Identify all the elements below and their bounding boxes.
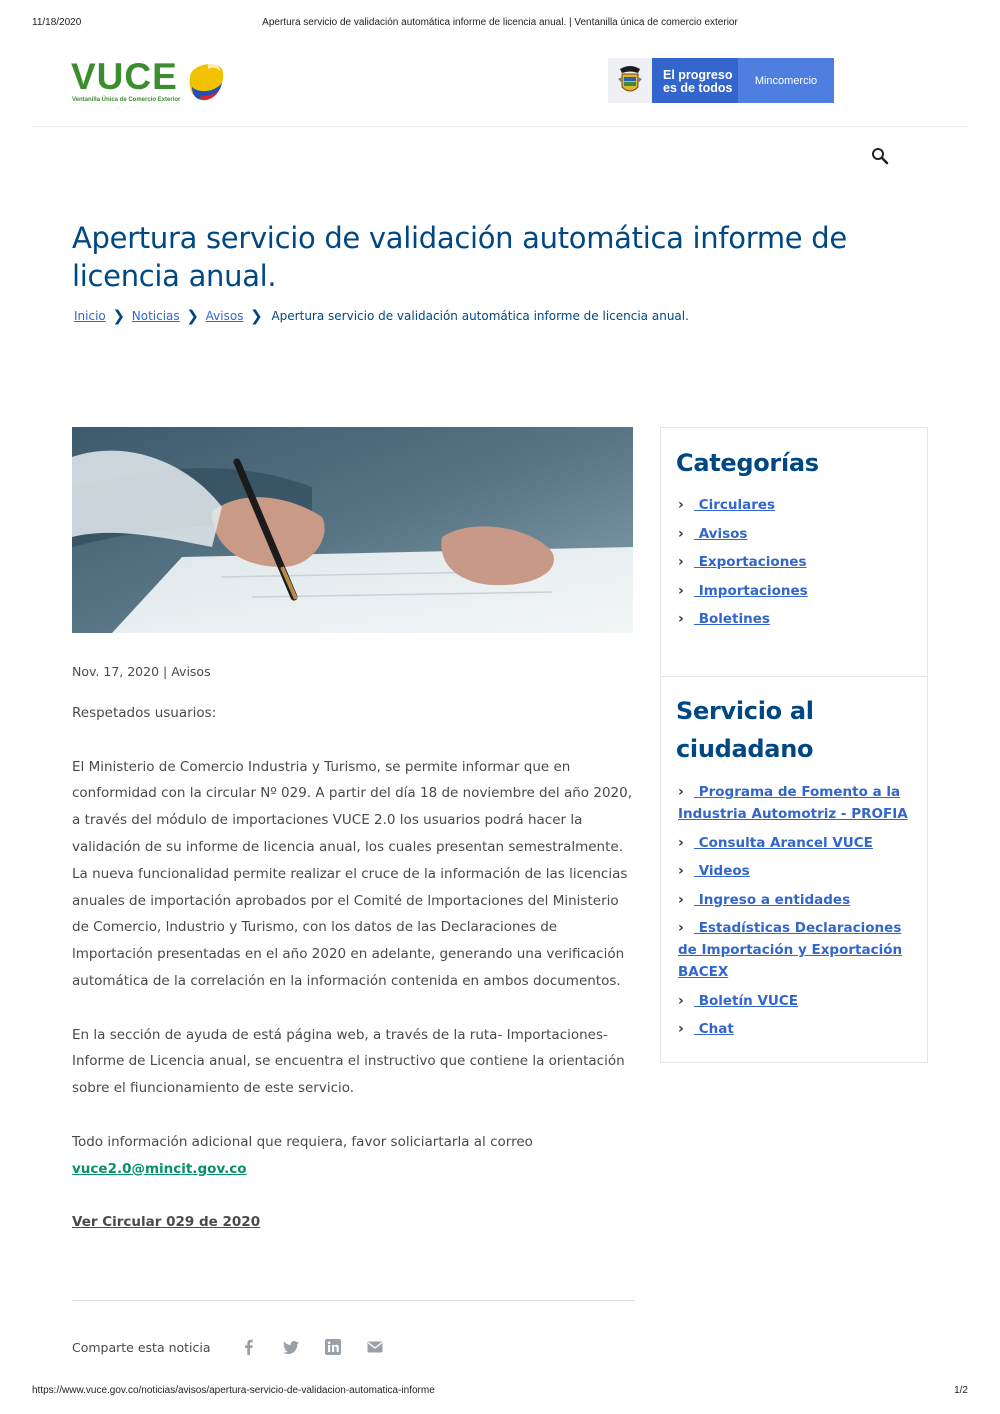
email-icon[interactable] — [367, 1339, 383, 1355]
government-badge[interactable] — [608, 58, 834, 103]
service-item-entidades[interactable] — [678, 889, 918, 911]
facebook-icon[interactable] — [241, 1339, 257, 1355]
service-item-videos[interactable] — [678, 860, 918, 882]
article-greeting: Respetados usuarios: — [72, 705, 217, 721]
categories-title: Categorías — [676, 449, 819, 477]
chevron-right-icon: › — [678, 784, 684, 800]
chevron-right-icon: ❯ — [112, 307, 126, 325]
article-hero-image — [72, 427, 633, 633]
article-paragraph-2: En la sección de ayuda de está página web, a través de la ruta- Importaciones- Informe de Licencia anual, se encuentra el instructivo que contiene la orientación sobre el fiuncionamiento de este servicio. — [72, 1026, 625, 1097]
breadcrumb-current: Apertura servicio de validación automática informe de licencia anual. — [271, 309, 689, 323]
sidebar-divider — [661, 676, 927, 677]
article-meta-separator: | — [163, 664, 168, 679]
category-link[interactable]: Avisos — [694, 525, 748, 542]
category-link[interactable]: Circulares — [694, 497, 776, 513]
chevron-right-icon: › — [678, 525, 684, 542]
chevron-right-icon: › — [678, 863, 684, 879]
chevron-right-icon: › — [678, 920, 684, 936]
print-page-number: 1/2 — [954, 1385, 968, 1396]
chevron-right-icon: › — [678, 992, 684, 1009]
service-item-bacex[interactable] — [678, 917, 918, 983]
colombia-coat-of-arms-icon — [608, 58, 652, 103]
breadcrumb-noticias[interactable]: Noticias — [131, 309, 180, 323]
logo-subtitle: Ventanilla Única de Comercio Exterior — [72, 97, 181, 103]
article-body — [72, 700, 637, 1263]
breadcrumb-inicio[interactable]: Inicio — [74, 309, 106, 323]
service-item-arancel[interactable] — [678, 832, 918, 854]
article-paragraph-3-text: Todo información adicional que requiera, favor soliciartarla al correo — [72, 1133, 533, 1150]
article-divider — [72, 1300, 634, 1301]
service-link[interactable]: Videos — [694, 863, 750, 879]
page-title: Apertura servicio de validación automática informe de licencia anual. — [72, 221, 847, 293]
sidebar — [660, 427, 928, 1063]
chevron-right-icon: › — [678, 497, 684, 513]
service-title-line1: Servicio al — [676, 697, 814, 725]
header-divider — [32, 126, 968, 127]
twitter-icon[interactable] — [283, 1339, 299, 1355]
category-item-importaciones[interactable] — [678, 580, 918, 602]
print-url: https://www.vuce.gov.co/noticias/avisos/apertura-servicio-de-validacion-automatica-informe — [32, 1385, 435, 1396]
chevron-right-icon: ❯ — [186, 307, 199, 325]
service-link[interactable]: Ingreso a entidades — [694, 891, 851, 908]
service-link[interactable]: Chat — [694, 1021, 734, 1037]
search-icon[interactable] — [871, 147, 889, 165]
breadcrumb-avisos[interactable]: Avisos — [205, 309, 244, 323]
gov-slogan-line2: es de todos — [663, 81, 733, 95]
services-list — [678, 781, 918, 1047]
service-item-boletin[interactable] — [678, 990, 918, 1012]
category-item-exportaciones[interactable] — [678, 551, 918, 573]
category-item-boletines[interactable] — [678, 608, 918, 630]
logo-wordmark: VUCE — [71, 56, 178, 97]
service-link[interactable]: Consulta Arancel VUCE — [694, 834, 873, 851]
category-item-circulares[interactable] — [678, 494, 918, 516]
chevron-right-icon: › — [678, 1021, 684, 1037]
categories-list — [678, 494, 918, 637]
article-category: Avisos — [171, 664, 211, 679]
service-item-chat[interactable] — [678, 1018, 918, 1040]
service-link[interactable]: Boletín VUCE — [694, 992, 798, 1009]
share-bar — [72, 1339, 383, 1355]
category-item-avisos[interactable] — [678, 523, 918, 545]
category-link[interactable]: Exportaciones — [694, 554, 807, 570]
category-link[interactable]: Importaciones — [694, 582, 808, 599]
article-meta — [72, 664, 211, 679]
breadcrumb — [74, 308, 689, 324]
gov-slogan — [652, 58, 738, 103]
category-link[interactable]: Boletines — [694, 611, 770, 627]
print-title: Apertura servicio de validación automática informe de licencia anual. | Ventanilla única de comercio exterior — [262, 17, 738, 28]
vuce-logo[interactable] — [71, 56, 226, 106]
share-label: Comparte esta noticia — [72, 1339, 211, 1355]
contact-email-link[interactable]: vuce2.0@mincit.gov.co — [72, 1160, 247, 1177]
chevron-right-icon: › — [678, 554, 684, 570]
article-paragraph-1: El Ministerio de Comercio Industria y Turismo, se permite informar que en conformidad con la circular Nº 029. A partir del día 18 de noviembre del año 2020, a través del módulo de importaciones VUCE 2.0 los usuarios podrá hacer la validación de su informe de licencia anual, los cuales presentan semestralmente. La nueva funcionalidad permite realizar el cruce de la información de las licencias anuales de importación aprobados por el Comité de lmportaciones del Ministerio de Comercio, lndustrio y Turismo, con los datos de las Declaraciones de lmportación presentadas en el año 2020 en adelante, generando una verificación automática de la correlación en la información contenida en ambos documentos. — [72, 758, 632, 989]
chevron-right-icon: › — [678, 582, 684, 599]
chevron-right-icon: › — [678, 834, 684, 851]
article-date: Nov. 17, 2020 — [72, 664, 160, 679]
logo-colombia-ball-icon — [186, 57, 226, 103]
gov-slogan-line1: El progreso — [663, 68, 733, 82]
chevron-right-icon: › — [678, 611, 684, 627]
linkedin-icon[interactable] — [325, 1339, 341, 1355]
gov-ministry: Mincomercio — [738, 58, 834, 103]
print-date: 11/18/2020 — [32, 17, 82, 28]
service-title — [676, 692, 814, 768]
article-circular — [72, 1209, 637, 1236]
circular-link[interactable]: Ver Circular 029 de 2020 — [72, 1214, 261, 1231]
chevron-right-icon: ❯ — [250, 307, 263, 325]
service-link[interactable]: Estadísticas Declaraciones de Importación y Exportación BACEX — [678, 920, 903, 980]
chevron-right-icon: › — [678, 891, 684, 908]
service-title-line2: ciudadano — [676, 735, 814, 763]
service-item-profia[interactable] — [678, 781, 918, 825]
service-link[interactable]: Programa de Fomento a la Industria Automotriz - PROFIA — [678, 784, 908, 822]
article-paragraph-3 — [72, 1129, 637, 1183]
